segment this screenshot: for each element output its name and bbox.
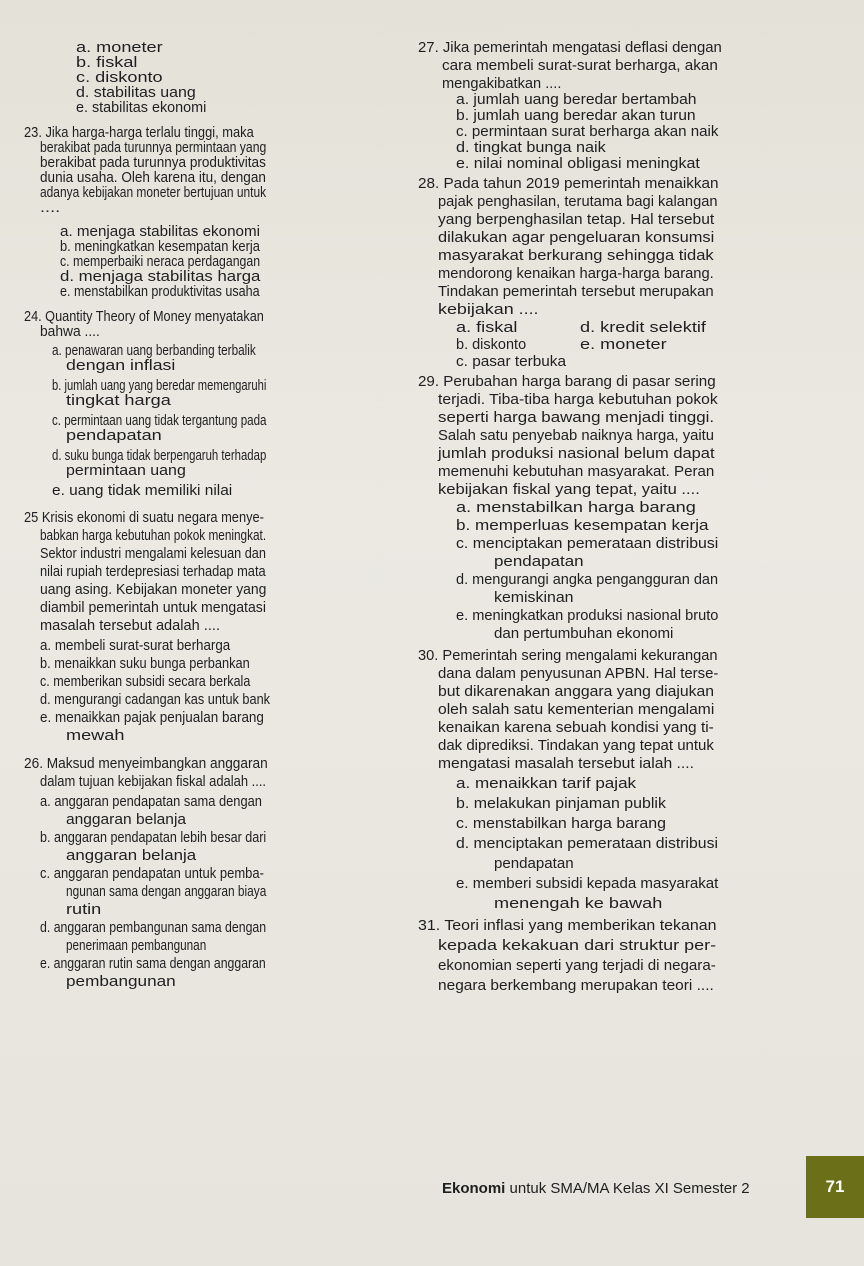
right-text-line: dan pertumbuhan ekonomi	[494, 626, 674, 642]
right-text-line: mendorong kenaikan harga-harga barang.	[438, 266, 714, 282]
right-text-line: masyarakat berkurang sehingga tidak	[438, 248, 714, 264]
right-text-line: dana dalam penyusunan APBN. Hal terse-	[438, 666, 719, 682]
left-text-line: nilai rupiah terdepresiasi terhadap mata	[40, 564, 266, 580]
left-text-line: dengan inflasi	[66, 358, 176, 374]
left-text-line: a. anggaran pendapatan sama dengan	[40, 794, 262, 810]
footer-book-title: Ekonomi	[442, 1180, 506, 1197]
right-text-line: e. meningkatkan produksi nasional bruto	[456, 608, 719, 624]
left-text-line: e. menstabilkan produktivitas usaha	[60, 284, 260, 300]
left-text-line: a. penawaran uang berbanding terbalik	[52, 343, 256, 359]
left-text-line: berakibat pada turunnya produktivitas	[40, 155, 266, 171]
left-text-line: pendapatan	[66, 428, 162, 444]
left-text-line: tingkat harga	[66, 393, 171, 409]
right-text-line: a. fiskal	[456, 320, 518, 336]
right-text-line: e. moneter	[580, 337, 667, 353]
left-text-line: diambil pemerintah untuk mengatasi	[40, 600, 266, 616]
left-text-line: d. menjaga stabilitas harga	[60, 269, 261, 285]
left-text-line: Sektor industri mengalami kelesuan dan	[40, 546, 266, 562]
right-text-line: dilakukan agar pengeluaran konsumsi	[438, 230, 715, 246]
right-text-line: d. mengurangi angka pengangguran dan	[456, 572, 719, 588]
left-text-line: a. moneter	[76, 40, 163, 56]
left-text-line: adanya kebijakan moneter bertujuan untuk	[40, 185, 267, 201]
right-text-line: kebijakan fiskal yang tepat, yaitu ....	[438, 482, 700, 498]
right-text-line: cara membeli surat-surat berharga, akan	[442, 58, 718, 74]
footer-book-subtitle: untuk SMA/MA Kelas XI Semester 2	[505, 1180, 750, 1197]
right-text-line: kebijakan ....	[438, 302, 539, 318]
right-text-line: a. menstabilkan harga barang	[456, 500, 696, 516]
left-text-line: e. anggaran rutin sama dengan anggaran	[40, 956, 266, 972]
right-text-line: yang berpenghasilan tetap. Hal tersebut	[438, 212, 715, 228]
right-text-line: 28. Pada tahun 2019 pemerintah menaikkan	[418, 176, 719, 192]
left-text-line: e. stabilitas ekonomi	[76, 100, 207, 116]
right-text-line: b. diskonto	[456, 337, 527, 353]
left-text-line: b. meningkatkan kesempatan kerja	[60, 239, 260, 255]
right-text-line: Tindakan pemerintah tersebut merupakan	[438, 284, 714, 300]
left-text-line: pembangunan	[66, 974, 176, 990]
page-number: 71	[806, 1156, 864, 1218]
right-text-line: seperti harga bawang menjadi tinggi.	[438, 410, 715, 426]
right-text-line: e. memberi subsidi kepada masyarakat	[456, 876, 719, 892]
right-text-line: c. pasar terbuka	[456, 354, 567, 370]
right-text-line: kepada kekakuan dari struktur per-	[438, 938, 717, 954]
right-text-line: 30. Pemerintah sering mengalami kekurangan	[418, 648, 718, 664]
right-text-line: ekonomian seperti yang terjadi di negara-	[438, 958, 716, 974]
left-text-line: e. menaikkan pajak penjualan barang	[40, 710, 264, 726]
left-text-line: berakibat pada turunnya permintaan yang	[40, 140, 267, 156]
right-text-line: oleh salah satu kementerian mengalami	[438, 702, 715, 718]
left-text-line: c. memberikan subsidi secara berkala	[40, 674, 251, 690]
left-text-line: d. anggaran pembangunan sama dengan	[40, 920, 267, 936]
right-text-line: jumlah produksi nasional belum dapat	[438, 446, 715, 462]
left-text-line: a. membeli surat-surat berharga	[40, 638, 231, 654]
right-text-line: d. menciptakan pemerataan distribusi	[456, 836, 718, 852]
right-text-line: terjadi. Tiba-tiba harga kebutuhan pokok	[438, 392, 718, 408]
left-text-line: 24. Quantity Theory of Money menyatakan	[24, 309, 264, 325]
right-text-line: pendapatan	[494, 554, 584, 570]
left-text-line: b. anggaran pendapatan lebih besar dari	[40, 830, 267, 846]
right-text-line: b. melakukan pinjaman publik	[456, 796, 666, 812]
left-text-line: 23. Jika harga-harga terlalu tinggi, maka	[24, 125, 254, 141]
left-text-line: dalam tujuan kebijakan fiskal adalah ....	[40, 774, 267, 790]
left-text-line: permintaan uang	[66, 463, 186, 479]
left-text-line: anggaran belanja	[66, 848, 197, 864]
right-text-line: d. tingkat bunga naik	[456, 140, 606, 156]
left-text-line: penerimaan pembangunan	[66, 938, 207, 954]
right-text-line: e. nilai nominal obligasi meningkat	[456, 156, 700, 172]
right-text-line: b. memperluas kesempatan kerja	[456, 518, 709, 534]
left-text-line: mewah	[66, 728, 125, 744]
left-text-line: e. uang tidak memiliki nilai	[52, 483, 233, 499]
left-text-line: c. memperbaiki neraca perdagangan	[60, 254, 261, 270]
right-text-line: mengatasi masalah tersebut ialah ....	[438, 756, 694, 772]
right-text-line: d. kredit selektif	[580, 320, 706, 336]
right-text-line: 27. Jika pemerintah mengatasi deflasi dengan	[418, 40, 722, 56]
left-text-line: dunia usaha. Oleh karena itu, dengan	[40, 170, 266, 186]
right-text-line: Salah satu penyebab naiknya harga, yaitu	[438, 428, 715, 444]
right-text-line: kenaikan karena sebuah kondisi yang ti-	[438, 720, 714, 736]
left-text-line: anggaran belanja	[66, 812, 187, 828]
left-text-line: masalah tersebut adalah ....	[40, 618, 221, 634]
left-text-line: ....	[40, 200, 61, 216]
right-text-line: memenuhi kebutuhan masyarakat. Peran	[438, 464, 715, 480]
left-text-line: babkan harga kebutuhan pokok meningkat.	[40, 528, 267, 544]
left-text-line: ngunan sama dengan anggaran biaya	[66, 884, 267, 900]
left-text-line: b. menaikkan suku bunga perbankan	[40, 656, 250, 672]
right-text-line: c. menstabilkan harga barang	[456, 816, 666, 832]
left-text-line: d. mengurangi cadangan kas untuk bank	[40, 692, 271, 708]
right-text-line: negara berkembang merupakan teori ....	[438, 978, 714, 994]
right-text-line: but dikarenakan anggara yang diajukan	[438, 684, 715, 700]
left-text-line: b. jumlah uang yang beredar memengaruhi	[52, 378, 267, 394]
left-text-line: uang asing. Kebijakan moneter yang	[40, 582, 267, 598]
left-text-line: rutin	[66, 902, 102, 918]
left-text-line: c. anggaran pendapatan untuk pemba-	[40, 866, 264, 882]
right-text-line: pajak penghasilan, terutama bagi kalangan	[438, 194, 718, 210]
right-text-line: pendapatan	[494, 856, 574, 872]
right-text-line: dak diprediksi. Tindakan yang tepat untuk	[438, 738, 714, 754]
left-text-line: d. suku bunga tidak berpengaruh terhadap	[52, 448, 267, 464]
left-text-line: bahwa ....	[40, 324, 100, 340]
right-text-line: a. jumlah uang beredar bertambah	[456, 92, 697, 108]
left-text-line: 25 Krisis ekonomi di suatu negara menye-	[24, 510, 264, 526]
right-text-line: c. menciptakan pemerataan distribusi	[456, 536, 719, 552]
left-text-line: b. fiskal	[76, 55, 138, 71]
page-footer	[442, 1180, 750, 1197]
left-text-line: a. menjaga stabilitas ekonomi	[60, 224, 261, 240]
right-text-line: menengah ke bawah	[494, 896, 663, 912]
right-text-line: mengakibatkan ....	[442, 76, 562, 92]
left-text-line: c. permintaan uang tidak tergantung pada	[52, 413, 267, 429]
right-text-line: a. menaikkan tarif pajak	[456, 776, 637, 792]
left-text-line: d. stabilitas uang	[76, 85, 196, 101]
right-text-line: c. permintaan surat berharga akan naik	[456, 124, 719, 140]
right-text-line: 31. Teori inflasi yang memberikan tekanan	[418, 918, 717, 934]
left-text-line: c. diskonto	[76, 70, 163, 86]
right-text-line: b. jumlah uang beredar akan turun	[456, 108, 696, 124]
right-text-line: kemiskinan	[494, 590, 574, 606]
left-text-line: 26. Maksud menyeimbangkan anggaran	[24, 756, 268, 772]
right-text-line: 29. Perubahan harga barang di pasar sering	[418, 374, 716, 390]
